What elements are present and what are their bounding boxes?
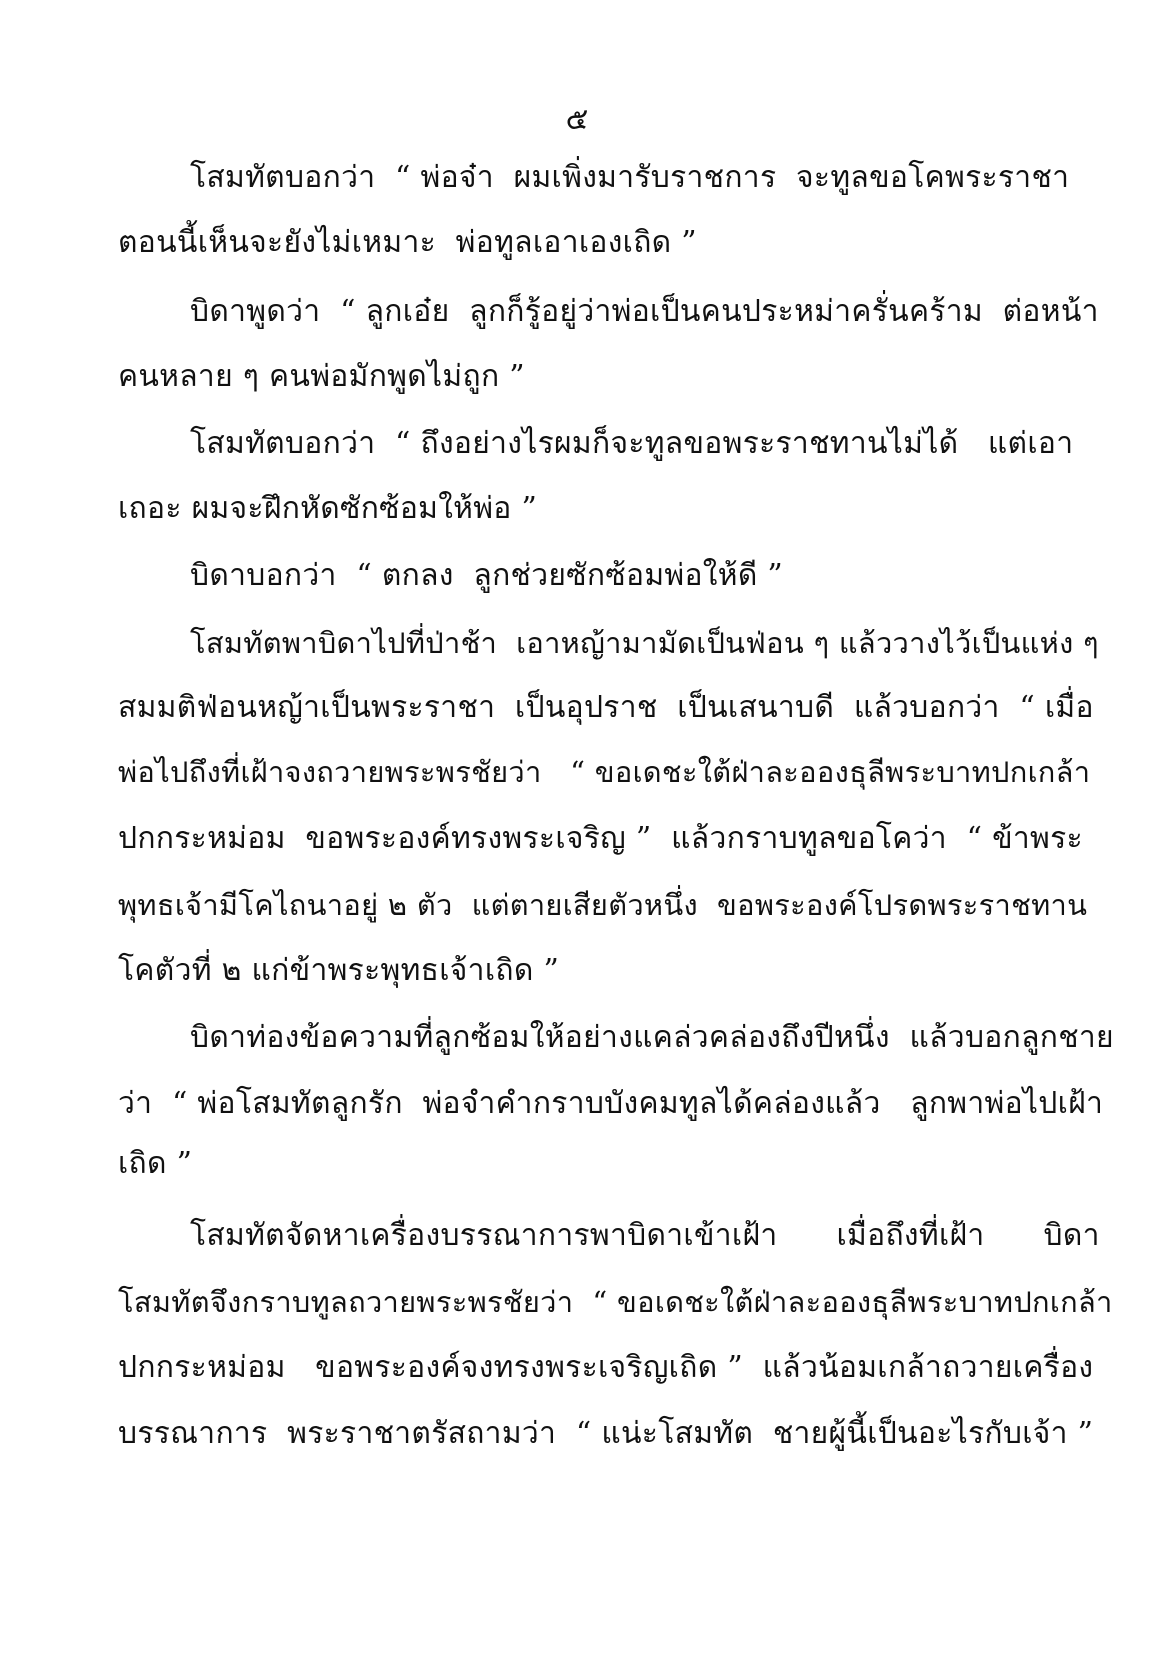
text-line: โคตัวที่ ๒ แก่ข้าพระพุทธเจ้าเถิด ”	[118, 953, 560, 988]
text-line: เถิด ”	[118, 1146, 193, 1181]
text-line: โสมทัตจึงกราบทูลถวายพระพรชัยว่า “ ขอเดชะใต้ฝ่าละอองธุลีพระบาทปกเกล้า	[118, 1285, 1113, 1319]
text-line: เถอะ ผมจะฝึกหัดซักซ้อมให้พ่อ ”	[118, 491, 538, 526]
text-line: โสมทัตจัดหาเครื่องบรรณาการพาบิดาเข้าเฝ้า เมื่อถึงที่เฝ้า บิดา	[190, 1218, 1100, 1253]
page-number: ๕	[565, 102, 589, 137]
text-line: ว่า “ พ่อโสมทัตลูกรัก พ่อจำคำกราบบังคมทูลได้คล่องแล้ว ลูกพาพ่อไปเฝ้า	[118, 1086, 1104, 1121]
text-line: โสมทัตบอกว่า “ ถึงอย่างไรผมก็จะทูลขอพระราชทานไม่ได้ แต่เอา	[190, 426, 1074, 461]
text-line: ปกกระหม่อม ขอพระองค์ทรงพระเจริญ ” แล้วกราบทูลขอโคว่า “ ข้าพระ	[118, 821, 1083, 856]
text-line: สมมติฟ่อนหญ้าเป็นพระราชา เป็นอุปราช เป็นเสนาบดี แล้วบอกว่า “ เมื่อ	[118, 690, 1094, 725]
text-line: พุทธเจ้ามีโคไถนาอยู่ ๒ ตัว แต่ตายเสียตัวหนึ่ง ขอพระองค์โปรดพระราชทาน	[118, 888, 1088, 922]
text-line: บิดาบอกว่า “ ตกลง ลูกช่วยซักซ้อมพ่อให้ดี ”	[190, 558, 784, 593]
text-line: โสมทัตพาบิดาไปที่ป่าช้า เอาหญ้ามามัดเป็นฟ่อน ๆ แล้ววางไว้เป็นแห่ง ๆ	[190, 626, 1099, 660]
text-line: ตอนนี้เห็นจะยังไม่เหมาะ พ่อทูลเอาเองเถิด ”	[118, 225, 697, 260]
text-line: บรรณาการ พระราชาตรัสถามว่า “ แน่ะโสมทัต ชายผู้นี้เป็นอะไรกับเจ้า ”	[118, 1416, 1094, 1451]
text-line: โสมทัตบอกว่า “ พ่อจ๋า ผมเพิ่งมารับราชการ จะทูลขอโคพระราชา	[190, 160, 1070, 195]
text-line: ปกกระหม่อม ขอพระองค์จงทรงพระเจริญเถิด ” แล้วน้อมเกล้าถวายเครื่อง	[118, 1350, 1094, 1385]
text-line: พ่อไปถึงที่เฝ้าจงถวายพระพรชัยว่า “ ขอเดชะใต้ฝ่าละอองธุลีพระบาทปกเกล้า	[118, 755, 1091, 789]
text-line: บิดาพูดว่า “ ลูกเอ๋ย ลูกก็รู้อยู่ว่าพ่อเป็นคนประหม่าครั่นคร้าม ต่อหน้า	[190, 294, 1099, 329]
text-line: คนหลาย ๆ คนพ่อมักพูดไม่ถูก ”	[118, 359, 525, 394]
text-line: บิดาท่องข้อความที่ลูกซ้อมให้อย่างแคล่วคล่องถึงปีหนึ่ง แล้วบอกลูกชาย	[190, 1020, 1114, 1055]
